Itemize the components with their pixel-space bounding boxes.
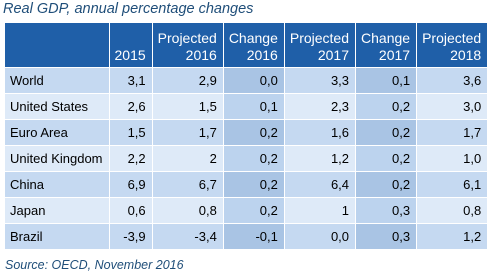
table-row	[5, 172, 488, 198]
column-header: Change 2017	[356, 23, 417, 68]
country-cell: World	[5, 68, 110, 94]
table-row	[5, 198, 488, 224]
change-cell: 0,1	[223, 94, 284, 120]
country-cell: Brazil	[5, 224, 110, 250]
table-row	[5, 146, 488, 172]
change-cell: 0,2	[223, 146, 284, 172]
column-header: 2015	[109, 23, 152, 68]
country-cell: China	[5, 172, 110, 198]
value-cell: 1,2	[284, 146, 355, 172]
value-cell: 1,5	[109, 120, 152, 146]
value-cell: 1,7	[152, 120, 223, 146]
value-cell: 3,3	[284, 68, 355, 94]
value-cell: 1,6	[284, 120, 355, 146]
table-row	[5, 68, 488, 94]
source-note: Source: OECD, November 2016	[5, 258, 184, 272]
table-row	[5, 224, 488, 250]
country-cell: Euro Area	[5, 120, 110, 146]
change-cell: 0,2	[223, 172, 284, 198]
table-title: Real GDP, annual percentage changes	[3, 1, 254, 17]
header-row	[5, 23, 488, 68]
value-cell: 6,4	[284, 172, 355, 198]
value-cell: 3,0	[417, 94, 488, 120]
change-cell: 0,2	[356, 172, 417, 198]
value-cell: 1,2	[417, 224, 488, 250]
change-cell: 0,1	[356, 68, 417, 94]
value-cell: 3,1	[109, 68, 152, 94]
value-cell: 1	[284, 198, 355, 224]
value-cell: 6,9	[109, 172, 152, 198]
change-cell: 0,3	[356, 224, 417, 250]
country-cell: United Kingdom	[5, 146, 110, 172]
value-cell: 3,6	[417, 68, 488, 94]
value-cell: 2,2	[109, 146, 152, 172]
value-cell: -3,4	[152, 224, 223, 250]
change-cell: -0,1	[223, 224, 284, 250]
change-cell: 0,2	[223, 198, 284, 224]
value-cell: 2	[152, 146, 223, 172]
value-cell: -3,9	[109, 224, 152, 250]
value-cell: 1,5	[152, 94, 223, 120]
table-row	[5, 120, 488, 146]
value-cell: 0,0	[284, 224, 355, 250]
change-cell: 0,2	[356, 146, 417, 172]
change-cell: 0,2	[356, 120, 417, 146]
gdp-table	[4, 22, 488, 250]
value-cell: 2,6	[109, 94, 152, 120]
value-cell: 2,3	[284, 94, 355, 120]
column-header: Projected 2017	[284, 23, 355, 68]
table-row	[5, 94, 488, 120]
value-cell: 0,8	[152, 198, 223, 224]
change-cell: 0,2	[223, 120, 284, 146]
value-cell: 6,1	[417, 172, 488, 198]
change-cell: 0,3	[356, 198, 417, 224]
column-header: Projected 2016	[152, 23, 223, 68]
value-cell: 0,8	[417, 198, 488, 224]
value-cell: 0,6	[109, 198, 152, 224]
header-corner	[5, 23, 110, 68]
value-cell: 1,0	[417, 146, 488, 172]
country-cell: Japan	[5, 198, 110, 224]
value-cell: 1,7	[417, 120, 488, 146]
column-header: Projected 2018	[417, 23, 488, 68]
change-cell: 0,2	[356, 94, 417, 120]
value-cell: 2,9	[152, 68, 223, 94]
column-header: Change 2016	[223, 23, 284, 68]
country-cell: United States	[5, 94, 110, 120]
change-cell: 0,0	[223, 68, 284, 94]
value-cell: 6,7	[152, 172, 223, 198]
